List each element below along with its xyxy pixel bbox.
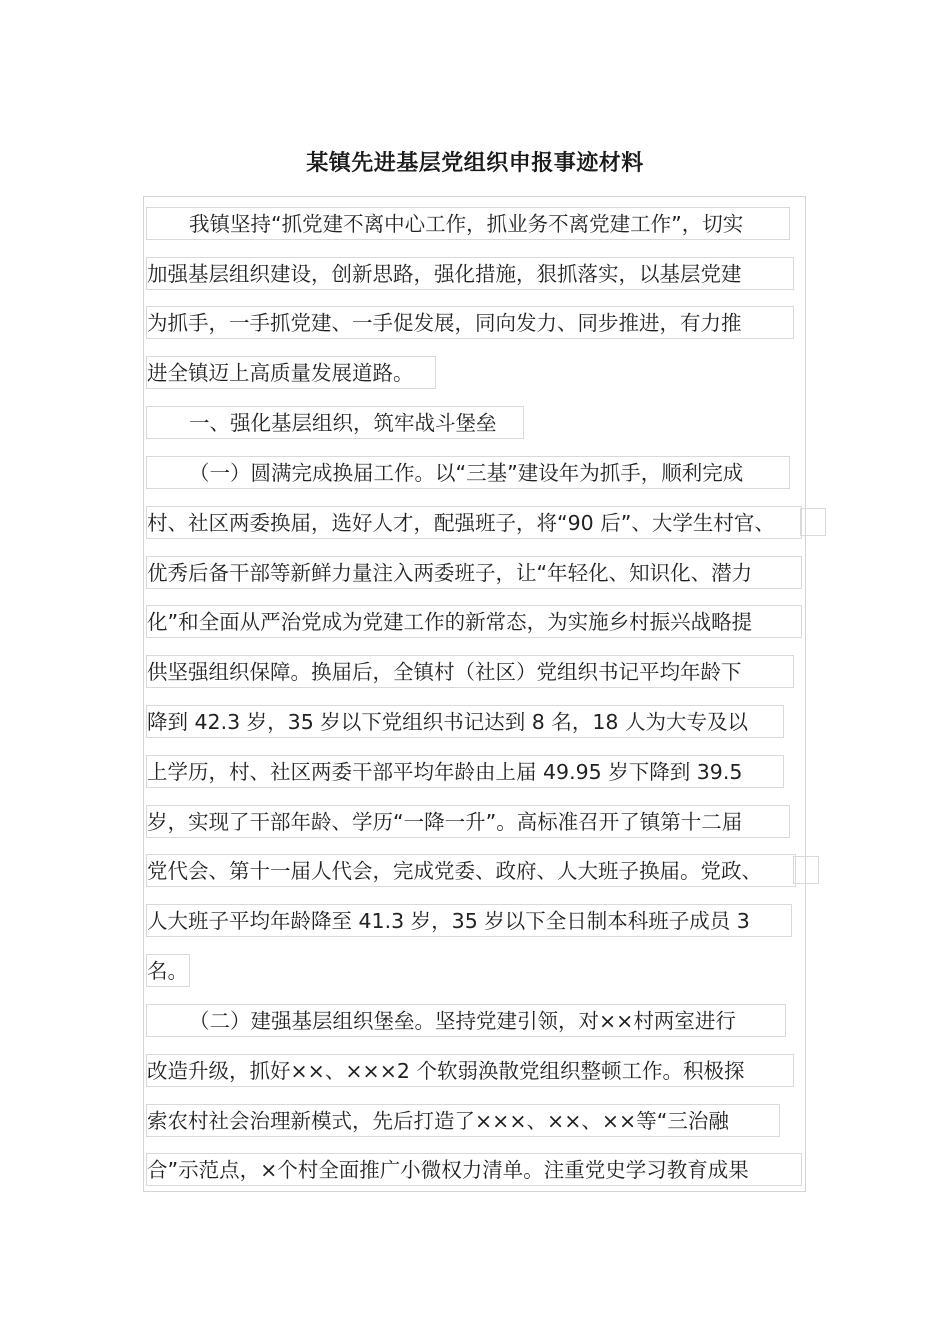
paragraph-line: 党代会、第十一届人代会，完成党委、政府、人大班子换届。党政、 — [146, 854, 796, 887]
paragraph-line: 为抓手，一手抓党建、一手促发展，同向发力、同步推进，有力推 — [146, 306, 794, 339]
paragraph-line: 供坚强组织保障。换届后，全镇村（社区）党组织书记平均年龄下 — [146, 655, 794, 688]
overflow-box — [800, 508, 826, 536]
overflow-box — [793, 856, 819, 884]
document-title: 某镇先进基层党组织申报事迹材料 — [306, 151, 644, 176]
paragraph-line: 上学历，村、社区两委干部平均年龄由上届 49.95 岁下降到 39.5 — [146, 755, 784, 788]
paragraph-line: 降到 42.3 岁，35 岁以下党组织书记达到 8 名，18 人为大专及以 — [146, 705, 784, 738]
paragraph-line: 索农村社会治理新模式，先后打造了×××、××、××等“三治融 — [146, 1104, 780, 1137]
paragraph-line: 名。 — [146, 954, 190, 987]
paragraph-line: 进全镇迈上高质量发展道路。 — [146, 356, 436, 389]
paragraph-line: （二）建强基层组织堡垒。坚持党建引领，对××村两室进行 — [146, 1004, 786, 1037]
section-heading: 一、强化基层组织，筑牢战斗堡垒 — [146, 406, 524, 439]
paragraph-line: 我镇坚持“抓党建不离中心工作，抓业务不离党建工作”，切实 — [146, 207, 790, 240]
text-frame — [143, 196, 806, 1192]
paragraph-line: 优秀后备干部等新鲜力量注入两委班子，让“年轻化、知识化、潜力 — [146, 556, 802, 589]
paragraph-line: （一）圆满完成换届工作。以“三基”建设年为抓手，顺利完成 — [146, 456, 790, 489]
paragraph-line: 岁，实现了干部年龄、学历“一降一升”。高标准召开了镇第十二届 — [146, 805, 790, 838]
paragraph-line: 化”和全面从严治党成为党建工作的新常态，为实施乡村振兴战略提 — [146, 605, 802, 638]
paragraph-line: 加强基层组织建设，创新思路，强化措施，狠抓落实，以基层党建 — [146, 257, 794, 290]
paragraph-line: 改造升级，抓好××、×××2 个软弱涣散党组织整顿工作。积极探 — [146, 1054, 794, 1087]
paragraph-line: 合”示范点，×个村全面推广小微权力清单。注重党史学习教育成果 — [146, 1153, 802, 1186]
paragraph-line: 人大班子平均年龄降至 41.3 岁，35 岁以下全日制本科班子成员 3 — [146, 904, 792, 937]
paragraph-line: 村、社区两委换届，选好人才，配强班子，将“90 后”、大学生村官、 — [146, 506, 802, 539]
